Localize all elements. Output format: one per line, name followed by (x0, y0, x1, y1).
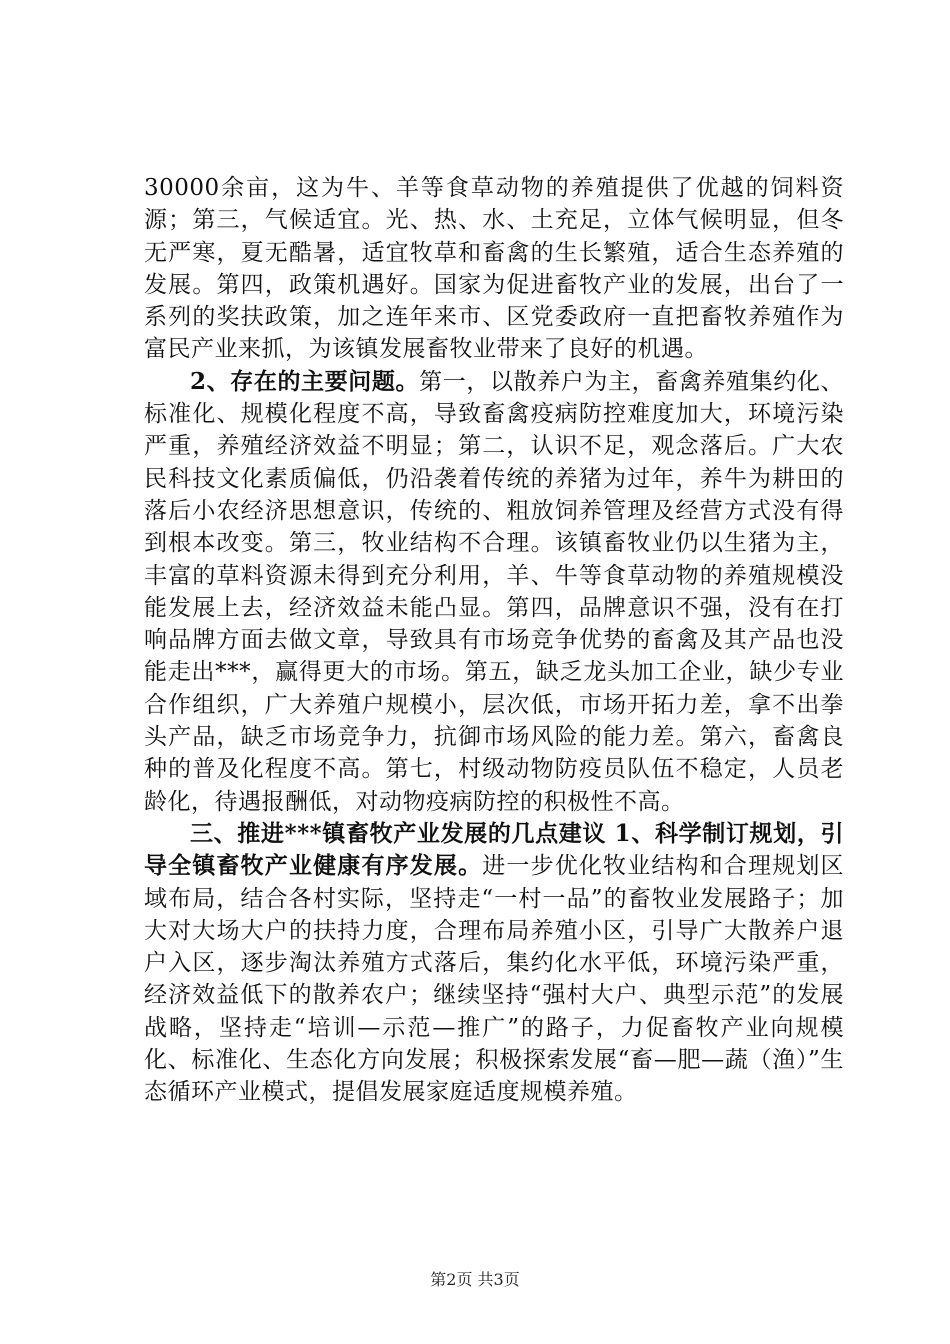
document-body (144, 172, 844, 1109)
page-number-footer: 第2页 共3页 (430, 1270, 520, 1289)
paragraph-text: 第一，以散养户为主，畜禽养殖集约化、标准化、规模化程度不高，导致畜禽疫病防控难度加大，环境污染严重，养殖经济效益不明显；第二，认识不足，观念落后。广大农民科技文化素质偏低，仍沿袭着传统的养猪为过年，养牛为耕田的落后小农经济思想意识，传统的、粗放饲养管理及经营方式没有得到根本改变。第三，牧业结构不合理。该镇畜牧业仍以生猪为主，丰富的草料资源未得到充分利用，羊、牛等食草动物的养殖规模没能发展上去，经济效益未能凸显。第四，品牌意识不强，没有在打响品牌方面去做文章，导致具有市场竞争优势的畜禽及其产品也没能走出***，赢得更大的市场。第五，缺乏龙头加工企业，缺少专业合作组织，广大养殖户规模小，层次低，市场开拓力差，拿不出拳头产品，缺乏市场竞争力，抗御市场风险的能力差。第六，畜禽良种的普及化程度不高。第七，村级动物防疫员队伍不稳定，人员老龄化，待遇报酬低，对动物疫病防控的积极性不高。 (144, 368, 844, 815)
paragraph-text: 30000余亩，这为牛、羊等食草动物的养殖提供了优越的饲料资源；第三，气候适宜。光、热、水、土充足，立体气候明显，但冬无严寒，夏无酷暑，适宜牧草和畜禽的生长繁殖，适合生态养殖的发展。第四，政策机遇好。国家为促进畜牧产业的发展，出台了一系列的奖扶政策，加之连年来市、区党委政府一直把畜牧养殖作为富民产业来抓，为该镇发展畜牧业带来了良好的机遇。 (144, 175, 844, 363)
paragraph-suggestions (144, 818, 844, 1109)
paragraph-text: 进一步优化牧业结构和合理规划区域布局，结合各村实际，坚持走“一村一品”的畜牧业发展路子；加大对大场大户的扶持力度，合理布局养殖小区，引导广大散养户退户入区，逐步淘汰养殖方式落后，集约化水平低，环境污染严重，经济效益低下的散养农户；继续坚持“强村大户、典型示范”的发展战略，坚持走“培训—示范—推广”的路子，力促畜牧产业向规模化、标准化、生态化方向发展；积极探索发展“畜—肥—蔬（渔）”生态循环产业模式，提倡发展家庭适度规模养殖。 (144, 853, 845, 1106)
paragraph-resources (144, 172, 844, 366)
paragraph-lead: 2、存在的主要问题。 (190, 367, 420, 395)
paragraph-main-problems (144, 366, 844, 818)
paragraph-lead: 三、推进***镇畜牧产业发展的几点建议 1、科学制订规划，引导全镇畜牧产业健康有序发展。 (144, 819, 844, 880)
